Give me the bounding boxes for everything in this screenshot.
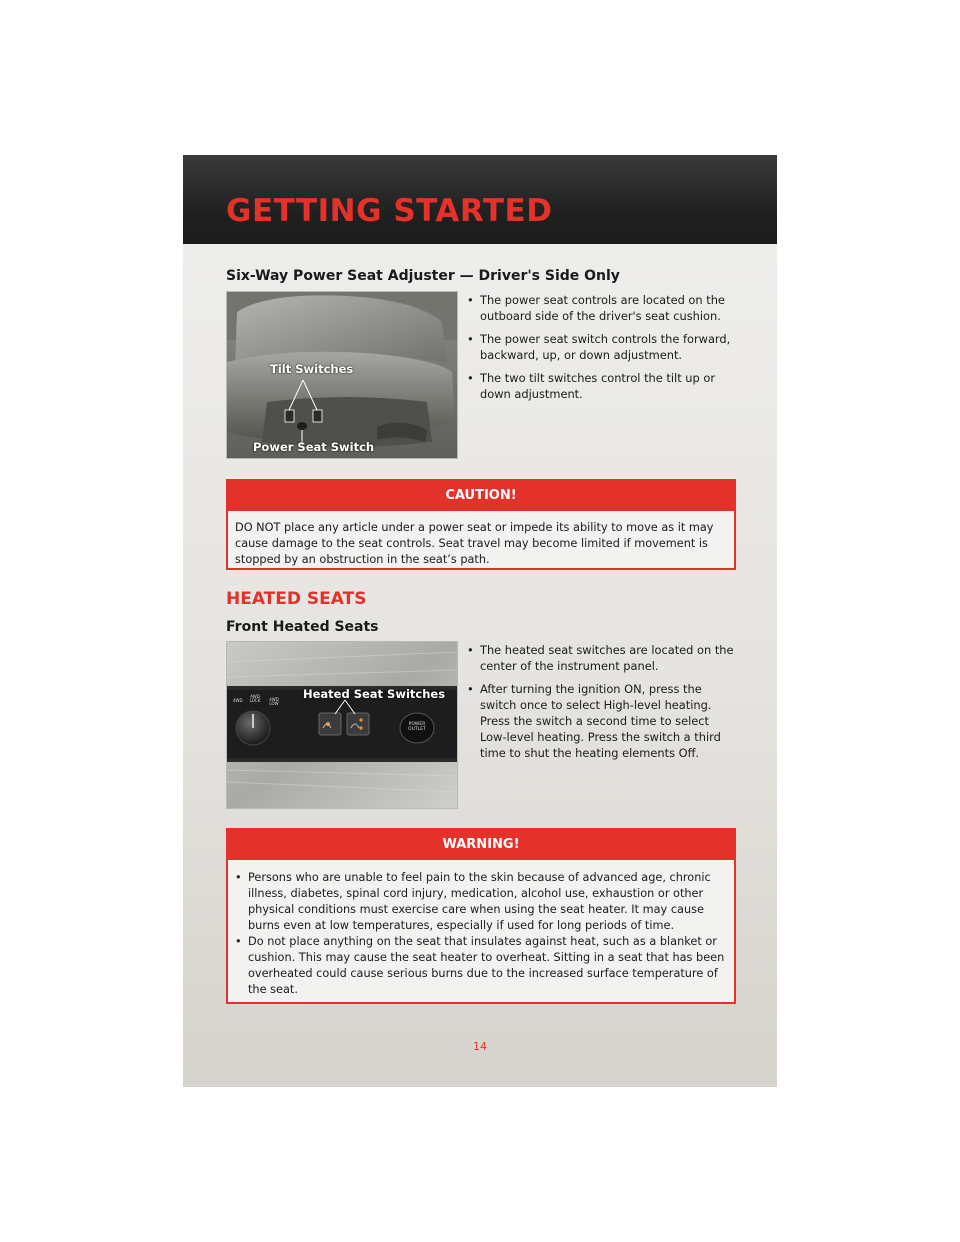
warning-title: WARNING! bbox=[228, 830, 734, 860]
power-seat-photo bbox=[226, 291, 458, 459]
heated-bullets bbox=[465, 642, 737, 768]
caution-box bbox=[226, 479, 736, 570]
page-number: 14 bbox=[473, 1040, 487, 1053]
manual-page bbox=[183, 155, 777, 1087]
list-item: • The heated seat switches are located on the center of the instrument panel. bbox=[465, 642, 737, 674]
seat-bullets bbox=[465, 292, 737, 409]
heated-seats-heading: HEATED SEATS bbox=[226, 589, 367, 609]
power-seat-switch-label: Power Seat Switch bbox=[253, 440, 375, 454]
list-item: • Persons who are unable to feel pain to the skin because of advanced age, chronic illness, diabetes, spinal cord injury, medication, alcohol use, exhaustion or other physical conditions must exercise care when using the seat heater. It may cause burns even at low temperatures, especially if used for long periods of time. bbox=[235, 870, 727, 934]
list-item: • The power seat switch controls the forward, backward, up, or down adjustment. bbox=[465, 331, 737, 363]
warning-box bbox=[226, 828, 736, 1004]
seat-adjuster-heading: Six-Way Power Seat Adjuster — Driver's Side Only bbox=[226, 268, 620, 284]
caution-text: DO NOT place any article under a power seat or impede its ability to move as it may cause damage to the seat controls. Seat travel may become limited if movement is stopped by an obstruction in the seat’s path. bbox=[235, 521, 714, 566]
power-outlet-label: POWER OUTLET bbox=[408, 722, 426, 732]
caution-title: CAUTION! bbox=[228, 481, 734, 511]
4wd-label: 4WD bbox=[233, 698, 243, 703]
list-item: • The two tilt switches control the tilt up or down adjustment. bbox=[465, 370, 737, 402]
section-header bbox=[183, 155, 777, 244]
list-item: • Do not place anything on the seat that insulates against heat, such as a blanket or cushion. This may cause the seat heater to overheat. Sitting in a seat that has been overheated could cause serious burns due to the increased surface temperature of the seat. bbox=[235, 934, 727, 998]
tilt-switches-label: Tilt Switches bbox=[270, 362, 354, 376]
list-item: • The power seat controls are located on the outboard side of the driver's seat cushion. bbox=[465, 292, 737, 324]
heated-switches-photo bbox=[226, 641, 458, 809]
section-title: GETTING STARTED bbox=[226, 193, 553, 229]
warning-list bbox=[228, 860, 734, 998]
list-item: • After turning the ignition ON, press the switch once to select High-level heating. Press the switch a second time to select Low-level heating. Press the switch a third time to shut the heating elements Off. bbox=[465, 681, 737, 761]
front-heated-seats-heading: Front Heated Seats bbox=[226, 619, 379, 635]
awd-lock-label: AWD LOCK bbox=[249, 694, 261, 703]
heated-seat-switches-label: Heated Seat Switches bbox=[303, 687, 446, 701]
4wd-low-label: 4WD LOW bbox=[269, 697, 279, 706]
